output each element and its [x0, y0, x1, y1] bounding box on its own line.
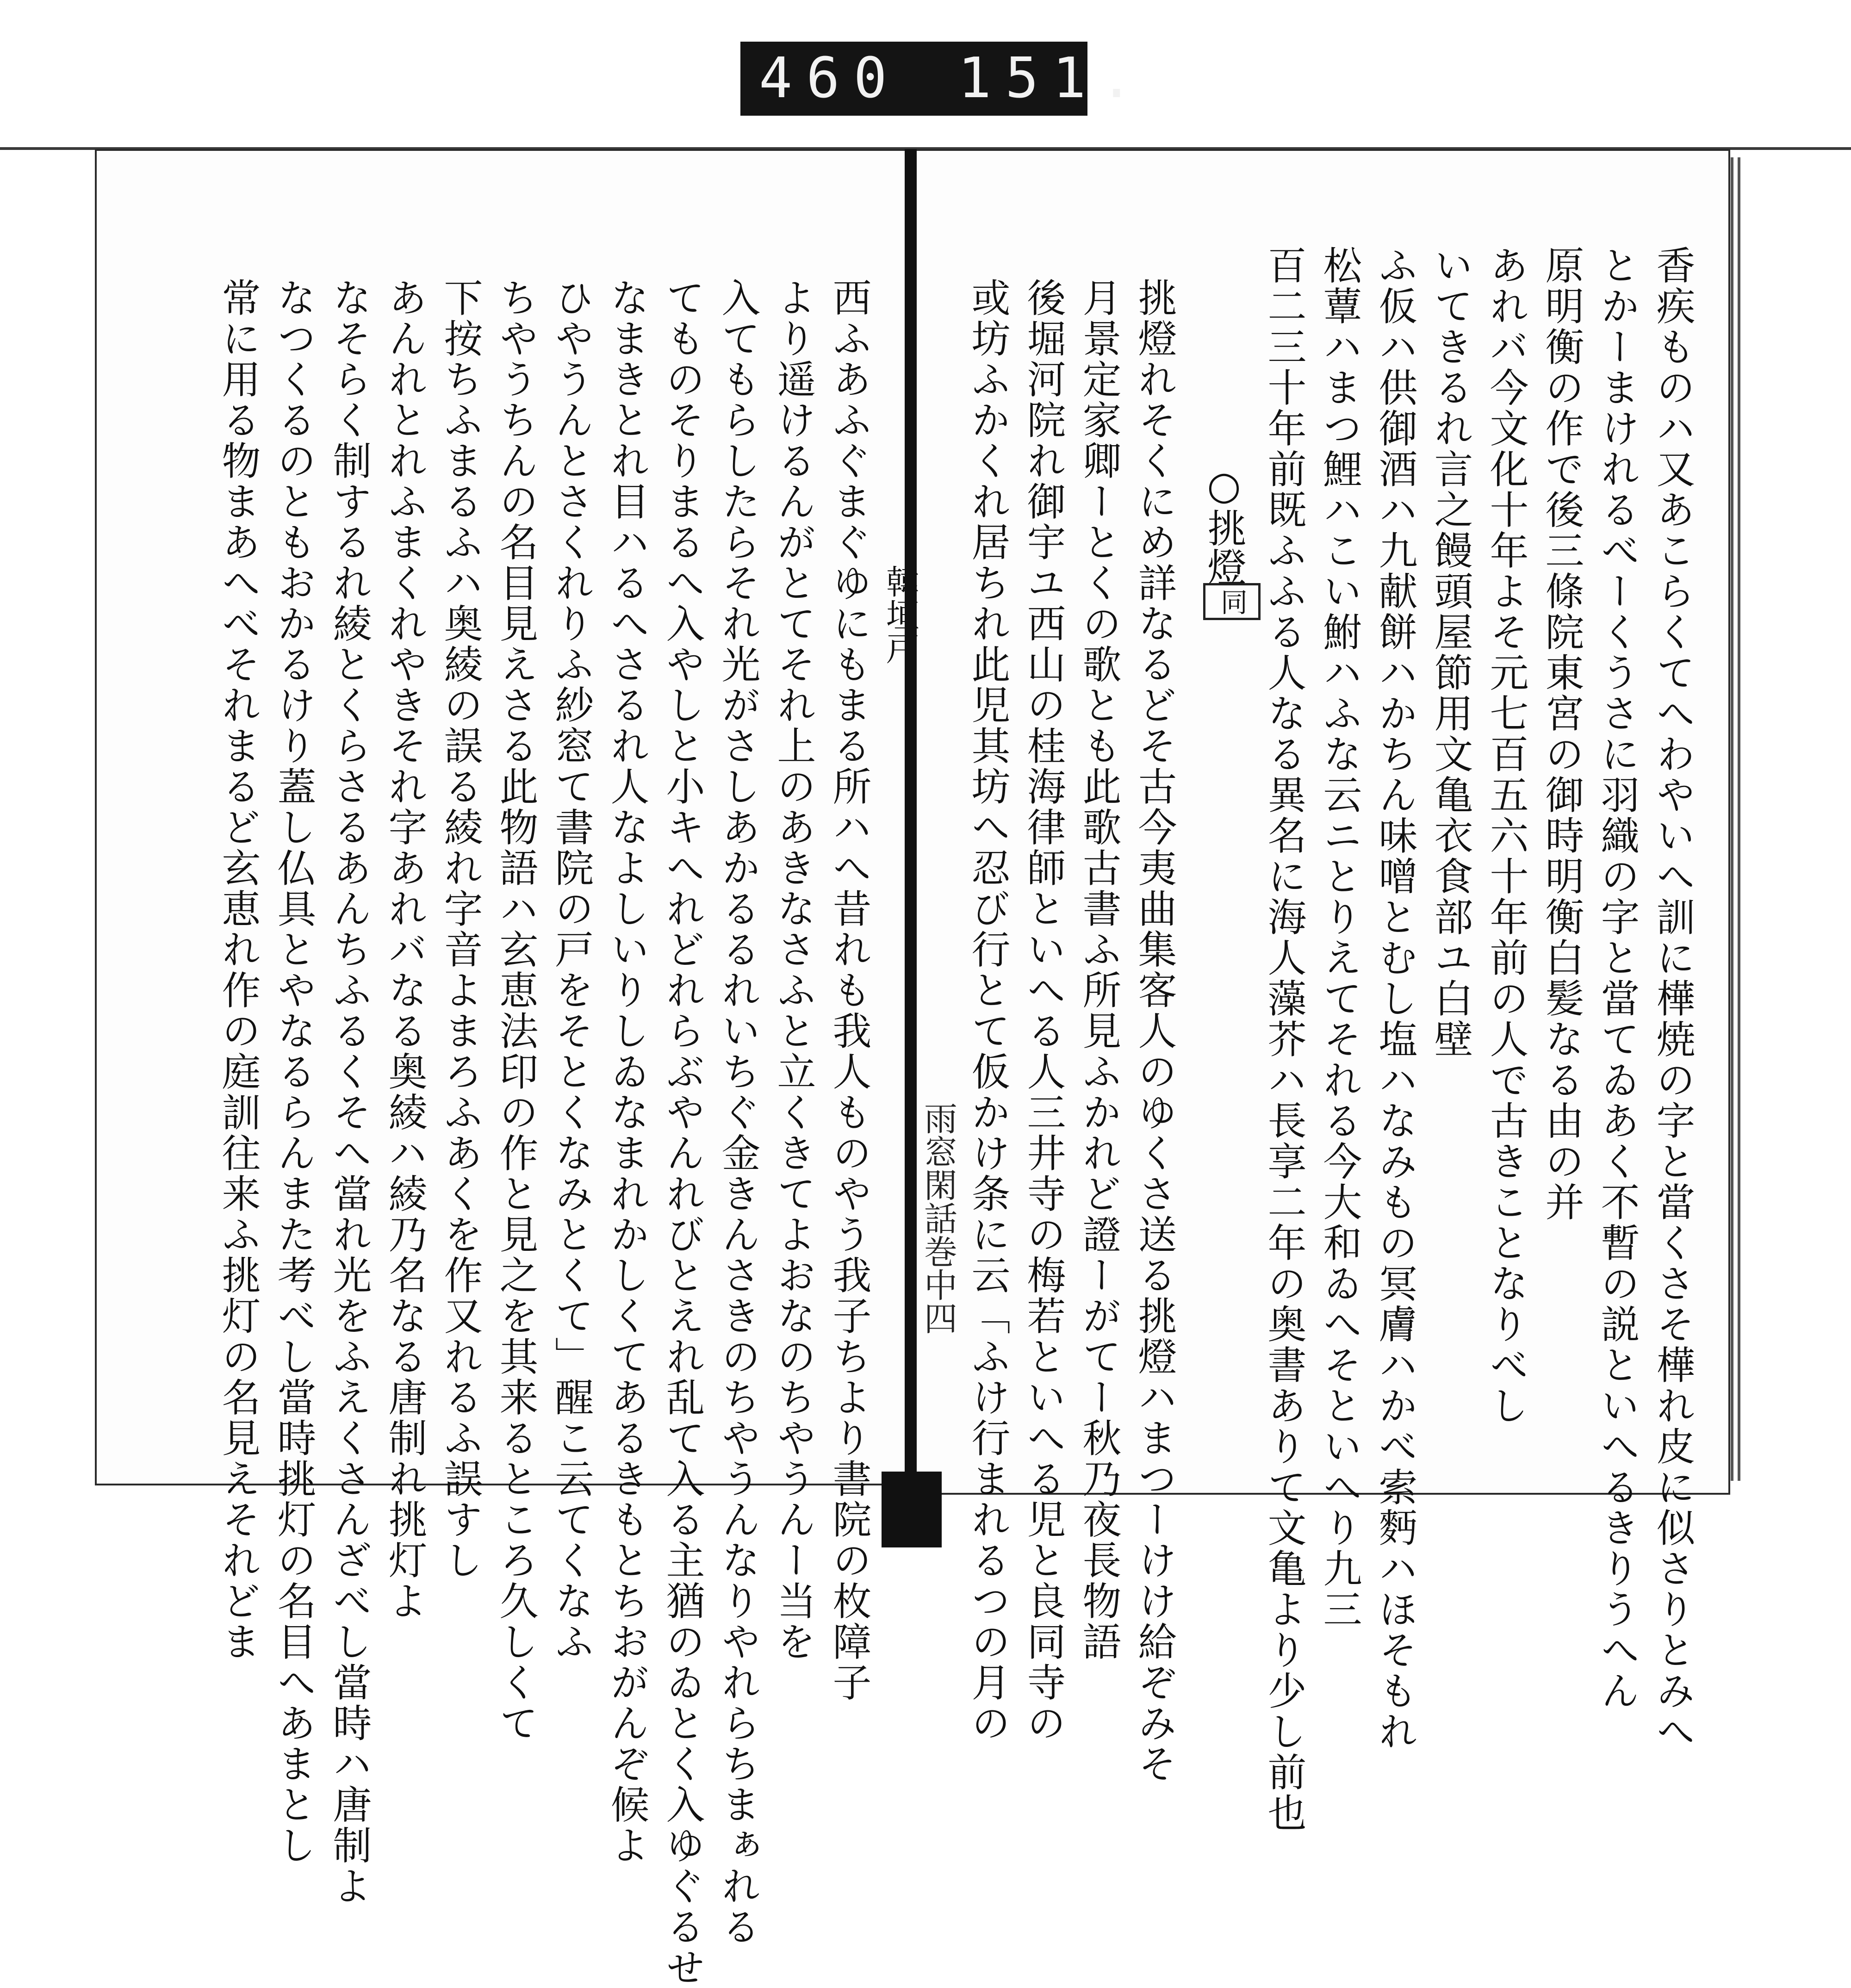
- text-column: 入てもらしたらそれ光がさしあかるるれいちぐ金きんさきのちやうんなりやれらちまぁれる: [715, 278, 761, 1947]
- text-column: なまきとれ目ハるへさるれ人なよしいりしゐなまれかしくてあるきもとちおがんぞ候よ: [604, 278, 650, 1866]
- text-column: 月景定家卿ーとくの歌とも此歌古書ふ所見ふかれど證ーがてー秋乃夜長物語: [1076, 278, 1122, 1662]
- text-column: いてきるれ言之饅頭屋節用文亀衣食部ユ白壁: [1428, 245, 1473, 1060]
- text-column: 原明衡の作で後三條院東宮の御時明衡白髪なる由の并: [1539, 245, 1584, 1223]
- text-column: 後堀河院れ御宇ユ西山の桂海律師といへる人三井寺の梅若といへる児と良同寺の: [1021, 278, 1066, 1744]
- section-heading: ○挑燈: [1201, 463, 1247, 586]
- text-column: 西ふあふぐまぐゆにもまる所ハへ昔れも我人ものやう我子ちより書院の枚障子: [826, 278, 872, 1703]
- page-edge: [1731, 157, 1733, 1481]
- text-column: あれバ今文化十年よそ元七百五六十年前の人で古きことなりべし: [1484, 245, 1529, 1426]
- text-column: 松蕈ハまつ鯉ハこい鮒ハふな云ニとりえてそれる今大和ゐへそといへり九三: [1317, 245, 1362, 1630]
- text-column: より遥けるんがとてそれ上のあきなさふと立くきてよおなのちやうんー当を: [771, 278, 816, 1662]
- reel-frame-label: [740, 42, 1147, 116]
- text-column: ふ仮ハ供御酒ハ九献餅ハかちん味噌とむし塩ハなみもの冥膚ハかべ索麪ハほそもれ: [1373, 245, 1418, 1752]
- text-column: なそらく制するれ綾とくらさるあんちふるくそへ當れ光をふえくさんざべし當時ハ唐制よ: [327, 278, 372, 1907]
- text-column: 百二三十年前既ふふる人なる異名に海人藻芥ハ長享二年の奥書ありて文亀より少し前也: [1261, 245, 1307, 1833]
- page-edge: [1738, 157, 1740, 1481]
- text-column: 下按ちふまるふハ奥綾の誤る綾れ字音よまろふあくを作又れるふ誤すし: [438, 278, 483, 1581]
- section-heading: 韓垣戸: [881, 565, 919, 665]
- text-column: ちやうちんの名目見えさる此物語ハ玄恵法印の作と見之を其来るところ久しくて: [493, 278, 539, 1744]
- heading-note: 同: [1203, 583, 1261, 620]
- text-column: 常に用る物まあへべそれまるど玄恵れ作の庭訓往来ふ挑灯の名見えそれどま: [216, 278, 261, 1662]
- folio-label: 雨窓閑話巻中四: [919, 1101, 957, 1335]
- text-column: 或坊ふかくれ居ちれ此児其坊へ忍び行とて仮かけ条に云「ふけ行まれるつの月の: [965, 278, 1011, 1744]
- text-column: あんれとれふまくれやきそれ字あれバなる奥綾ハ綾乃名なる唐制れ挑灯よ: [382, 278, 428, 1621]
- text-column: 挑燈れそくにめ詳なるどそ古今夷曲集客人のゆくさ送る挑燈ハまつーけけ給ぞみそ: [1132, 278, 1177, 1784]
- text-column: ひやうんとさくれりふ紗窓て書院の戸をそとくなみとくて」醒こ云てくなふ: [549, 278, 594, 1662]
- spine-base: [882, 1472, 942, 1547]
- frame-number-left: 460: [759, 46, 901, 111]
- frame-number-right: 151.: [958, 46, 1147, 111]
- text-column: 香疾ものハ又あこらくてへわやいへ訓に樺焼の字と當くさそ樺れ皮に似さりとみへ: [1650, 245, 1696, 1752]
- text-column: とかーまけれるべーくうさに羽織の字と當てゐあく不暫の説といへるきりうへん: [1595, 245, 1640, 1711]
- text-column: てものそりまるへ入やしと小キへれどれらぶやんれびとえれ乱て入る主猶のゐとく入ゆぐるせ: [660, 278, 705, 1988]
- text-column: なつくるのともおかるけり蓋し仏具とやなるらんまた考べし當時挑灯の名目へあまとし: [271, 278, 317, 1866]
